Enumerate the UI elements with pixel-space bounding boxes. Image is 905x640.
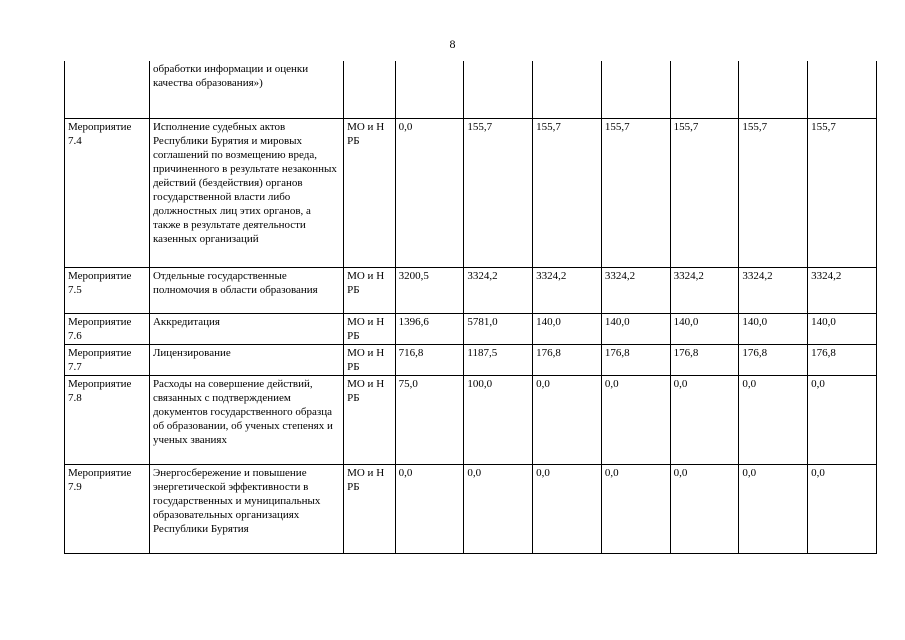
value-cell: 176,8 bbox=[670, 344, 739, 375]
value-cell: 155,7 bbox=[601, 118, 670, 267]
event-name-cell: Аккредитация bbox=[149, 313, 343, 344]
value-cell: 0,0 bbox=[670, 375, 739, 464]
value-cell: 140,0 bbox=[533, 313, 602, 344]
value-cell: 3324,2 bbox=[739, 267, 808, 313]
value-cell: 1396,6 bbox=[395, 313, 464, 344]
table-row bbox=[65, 267, 877, 313]
event-id-cell: Мероприятие 7.9 bbox=[65, 464, 150, 553]
event-id-cell: Мероприятие 7.8 bbox=[65, 375, 150, 464]
value-cell bbox=[395, 61, 464, 118]
event-name-cell: Лицензирование bbox=[149, 344, 343, 375]
event-id-cell: Мероприятие 7.6 bbox=[65, 313, 150, 344]
value-cell: 3324,2 bbox=[601, 267, 670, 313]
event-id-cell: Мероприятие 7.4 bbox=[65, 118, 150, 267]
value-cell: 0,0 bbox=[533, 375, 602, 464]
value-cell: 75,0 bbox=[395, 375, 464, 464]
value-cell: 0,0 bbox=[739, 375, 808, 464]
responsible-cell: МО и Н РБ bbox=[344, 375, 396, 464]
value-cell: 176,8 bbox=[739, 344, 808, 375]
value-cell: 3324,2 bbox=[533, 267, 602, 313]
program-events-table bbox=[64, 61, 877, 554]
value-cell: 155,7 bbox=[739, 118, 808, 267]
value-cell bbox=[670, 61, 739, 118]
event-id-cell: Мероприятие 7.7 bbox=[65, 344, 150, 375]
responsible-cell: МО и Н РБ bbox=[344, 118, 396, 267]
value-cell bbox=[533, 61, 602, 118]
value-cell: 3324,2 bbox=[808, 267, 877, 313]
value-cell: 0,0 bbox=[395, 464, 464, 553]
value-cell: 176,8 bbox=[601, 344, 670, 375]
value-cell: 3324,2 bbox=[464, 267, 533, 313]
value-cell: 155,7 bbox=[808, 118, 877, 267]
value-cell: 155,7 bbox=[464, 118, 533, 267]
value-cell: 140,0 bbox=[739, 313, 808, 344]
value-cell bbox=[739, 61, 808, 118]
table-row bbox=[65, 61, 877, 118]
table-row bbox=[65, 118, 877, 267]
value-cell: 0,0 bbox=[533, 464, 602, 553]
responsible-cell: МО и Н РБ bbox=[344, 267, 396, 313]
value-cell: 0,0 bbox=[808, 375, 877, 464]
value-cell: 3200,5 bbox=[395, 267, 464, 313]
value-cell: 155,7 bbox=[533, 118, 602, 267]
event-name-cell: Расходы на совершение действий, связанных с подтверждением документов государственного образца об образовании, об ученых степенях и ученых званиях bbox=[149, 375, 343, 464]
responsible-cell: МО и Н РБ bbox=[344, 464, 396, 553]
value-cell: 140,0 bbox=[670, 313, 739, 344]
value-cell: 3324,2 bbox=[670, 267, 739, 313]
value-cell: 0,0 bbox=[601, 464, 670, 553]
value-cell: 0,0 bbox=[808, 464, 877, 553]
value-cell: 176,8 bbox=[533, 344, 602, 375]
value-cell: 0,0 bbox=[601, 375, 670, 464]
responsible-cell bbox=[344, 61, 396, 118]
value-cell: 5781,0 bbox=[464, 313, 533, 344]
value-cell: 176,8 bbox=[808, 344, 877, 375]
event-name-cell: Энергосбережение и повышение энергетической эффективности в государственных и муниципальных образовательных организациях Республики Бурятия bbox=[149, 464, 343, 553]
page-number: 8 bbox=[449, 37, 456, 51]
value-cell: 0,0 bbox=[670, 464, 739, 553]
table-row bbox=[65, 313, 877, 344]
responsible-cell: МО и Н РБ bbox=[344, 344, 396, 375]
event-id-cell: Мероприятие 7.5 bbox=[65, 267, 150, 313]
event-name-cell: Исполнение судебных актов Республики Бурятия и мировых соглашений по возмещению вреда, причиненного в результате незаконных действий (бездействия) органов государственной власти либо должностных лиц этих органов, а также в результате деятельности казенных организаций bbox=[149, 118, 343, 267]
value-cell bbox=[601, 61, 670, 118]
event-name-cell: обработки информации и оценки качества образования») bbox=[149, 61, 343, 118]
table-row bbox=[65, 464, 877, 553]
table-row bbox=[65, 344, 877, 375]
responsible-cell: МО и Н РБ bbox=[344, 313, 396, 344]
value-cell: 0,0 bbox=[395, 118, 464, 267]
table-row bbox=[65, 375, 877, 464]
value-cell bbox=[808, 61, 877, 118]
value-cell: 0,0 bbox=[464, 464, 533, 553]
event-id-cell bbox=[65, 61, 150, 118]
value-cell: 0,0 bbox=[739, 464, 808, 553]
value-cell: 155,7 bbox=[670, 118, 739, 267]
value-cell bbox=[464, 61, 533, 118]
value-cell: 716,8 bbox=[395, 344, 464, 375]
value-cell: 140,0 bbox=[601, 313, 670, 344]
value-cell: 100,0 bbox=[464, 375, 533, 464]
event-name-cell: Отдельные государственные полномочия в области образования bbox=[149, 267, 343, 313]
value-cell: 1187,5 bbox=[464, 344, 533, 375]
value-cell: 140,0 bbox=[808, 313, 877, 344]
